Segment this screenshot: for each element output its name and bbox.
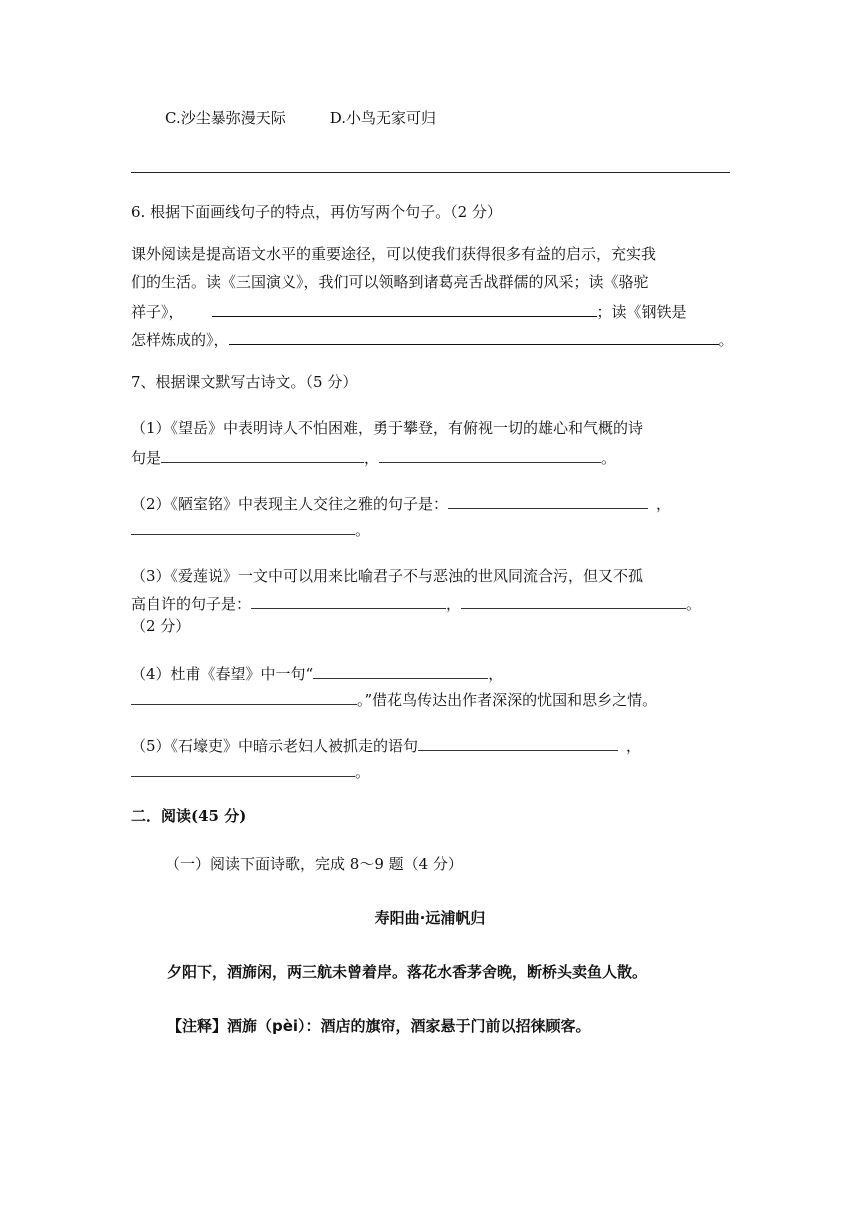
poem-body: 夕阳下，酒旆闲，两三航未曾着岸。落花水香茅舍晚，断桥头卖鱼人散。 (167, 963, 648, 981)
q6-text: ；读《钢铁是 (596, 303, 687, 321)
q7-text: 高自许的句子是： (131, 595, 252, 613)
q7-text: ， (656, 495, 672, 513)
q7-4-blank-2[interactable] (131, 688, 357, 705)
q7-text: 。 (355, 521, 371, 539)
q6-passage-line-2: 们的生活。读《三国演义》，我们可以领略到诸葛亮舌战群儒的风采；读《骆驼 (131, 273, 649, 291)
q7-item-2-line-1 (131, 492, 671, 514)
poem-title: 寿阳曲·远浦帆归 (374, 909, 486, 927)
q7-text: ， (488, 665, 504, 683)
q7-text: （5）《石壕吏》中暗示老妇人被抓走的语句 (131, 737, 419, 755)
q7-item-3-line-2 (131, 592, 701, 614)
q7-1-blank-1[interactable] (161, 446, 364, 463)
q7-4-blank-1[interactable] (313, 662, 488, 679)
q7-item-3-line-1: （3）《爱莲说》一文中可以用来比喻君子不与恶浊的世风同流合污，但又不孤 (131, 567, 644, 585)
q7-title: 7、根据课文默写古诗文。（5 分） (131, 373, 358, 391)
q7-text: 。 (601, 449, 617, 467)
q6-blank-2[interactable] (229, 328, 719, 345)
q7-3-blank-2[interactable] (461, 592, 686, 609)
q7-text: ， (626, 737, 642, 755)
poem-note: 【注释】酒旆（pèi）：酒店的旗帘，酒家悬于门前以招徕顾客。 (167, 1017, 591, 1035)
q7-text: 。 (686, 595, 702, 613)
q6-passage-line-1: 课外阅读是提高语文水平的重要途径，可以使我们获得很多有益的启示，充实我 (131, 245, 657, 263)
q7-text: 。”借花鸟传达出作者深深的忧国和思乡之情。 (357, 691, 658, 709)
q7-item-1-line-1: （1）《望岳》中表明诗人不怕困难，勇于攀登，有俯视一切的雄心和气概的诗 (131, 419, 644, 437)
q7-item-2-line-2 (131, 518, 370, 540)
q7-text: 。 (355, 763, 371, 781)
q7-5-blank-2[interactable] (131, 760, 355, 777)
option-c: C.沙尘暴弥漫天际 (165, 109, 286, 127)
q7-text: （4）杜甫《春望》中一句“ (131, 665, 314, 683)
q6-blank-1[interactable] (212, 300, 597, 317)
q7-item-5-line-2 (131, 760, 370, 782)
q6-text: 。 (718, 331, 734, 349)
q7-item-1-line-2 (131, 446, 616, 468)
q7-text: 句是 (131, 449, 162, 467)
q7-5-blank-1[interactable] (418, 734, 618, 751)
q6-passage-line-4 (131, 328, 734, 350)
q7-item-4-line-1 (131, 662, 503, 684)
q6-text: 祥子》， (131, 303, 184, 321)
q7-item-3-line-3: （2 分） (131, 617, 191, 635)
q7-2-blank-2[interactable] (131, 518, 355, 535)
q7-text: ， (446, 595, 462, 613)
q6-text: 怎样炼成的》， (131, 331, 229, 349)
section-2-heading: 二．阅读(45 分) (131, 807, 247, 825)
section-divider (131, 172, 730, 173)
option-d: D.小鸟无家可归 (329, 109, 436, 127)
q7-item-4-line-2 (131, 688, 657, 710)
section-2-subheading: （一）阅读下面诗歌，完成 8～9 题（4 分） (165, 855, 463, 873)
q6-passage-line-3 (131, 300, 687, 322)
q7-3-blank-1[interactable] (251, 592, 446, 609)
q6-title: 6. 根据下面画线句子的特点，再仿写两个句子。（2 分） (131, 203, 502, 221)
q7-text: （2）《陋室铭》中表现主人交往之雅的句子是： (131, 495, 449, 513)
q5-options (165, 108, 436, 128)
q7-2-blank-1[interactable] (448, 492, 648, 509)
q7-item-5-line-1 (131, 734, 641, 756)
q7-1-blank-2[interactable] (379, 446, 601, 463)
q7-text: ， (364, 449, 380, 467)
